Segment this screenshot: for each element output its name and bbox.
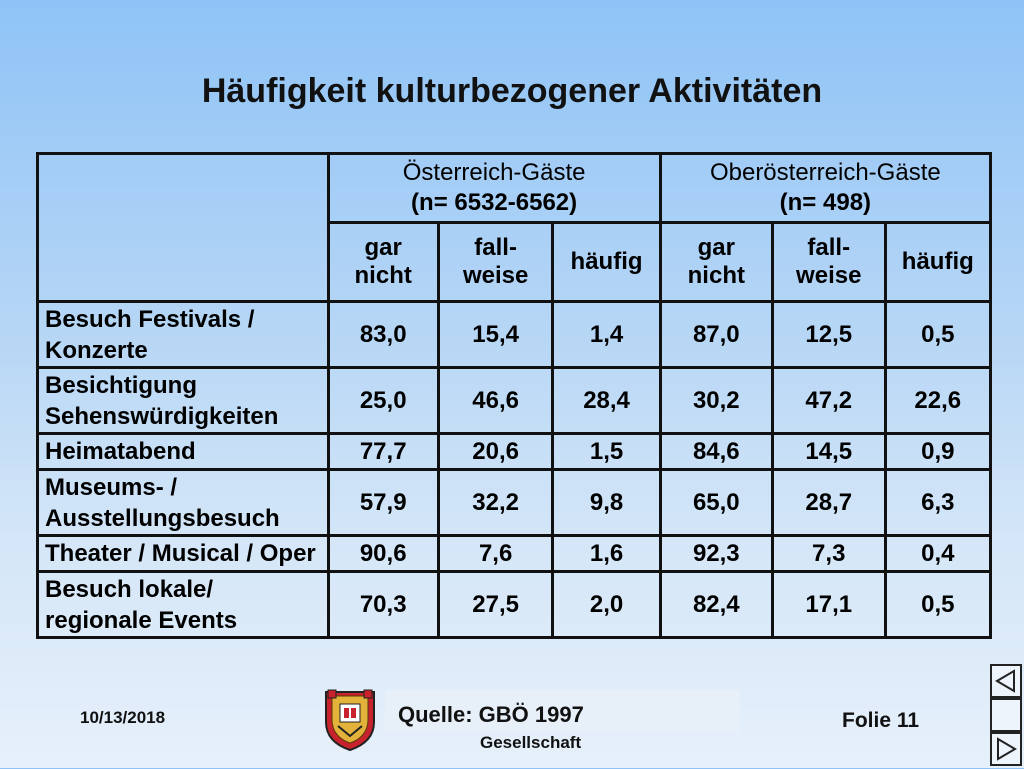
group-sample-size: (n= 498) xyxy=(779,189,872,216)
home-slide-button[interactable] xyxy=(990,698,1022,732)
value-cell: 7,6 xyxy=(438,536,553,572)
value-cell: 12,5 xyxy=(772,302,885,368)
subheader-gar-nicht xyxy=(660,223,772,302)
value-cell: 77,7 xyxy=(328,434,438,470)
row-label xyxy=(38,536,329,572)
slide-number: Folie 11 xyxy=(842,709,920,732)
row-label xyxy=(38,302,329,368)
subheader-gar-nicht xyxy=(328,223,438,302)
value-cell: 28,7 xyxy=(772,470,885,536)
value-cell: 7,3 xyxy=(772,536,885,572)
row-label xyxy=(38,470,329,536)
table-row xyxy=(38,536,991,572)
value-cell: 0,5 xyxy=(885,572,990,638)
subheader-line: gar xyxy=(364,234,402,261)
group-name: Österreich-Gäste xyxy=(402,159,586,186)
group-sample-size: (n= 6532-6562) xyxy=(411,189,578,216)
corner-cell xyxy=(38,154,329,302)
value-cell: 25,0 xyxy=(328,368,438,434)
subheader-haeufig xyxy=(553,223,660,302)
value-cell: 2,0 xyxy=(553,572,660,638)
row-label-line: Konzerte xyxy=(45,336,148,364)
value-cell: 32,2 xyxy=(438,470,553,536)
value-cell: 47,2 xyxy=(772,368,885,434)
subheader-haeufig xyxy=(885,223,990,302)
society-label: Gesellschaft xyxy=(480,733,582,752)
slide-title: Häufigkeit kulturbezogener Aktivitäten xyxy=(201,72,823,110)
value-cell: 0,4 xyxy=(885,536,990,572)
subheader-line: fall- xyxy=(474,234,517,261)
row-label-line: Theater / Musical / Oper xyxy=(45,540,316,567)
value-cell: 9,8 xyxy=(553,470,660,536)
group-name: Oberösterreich-Gäste xyxy=(709,159,941,186)
row-label-line: Sehenswürdigkeiten xyxy=(45,402,279,430)
table-row xyxy=(38,368,991,434)
coat-of-arms-logo xyxy=(322,688,378,752)
value-cell: 83,0 xyxy=(328,302,438,368)
row-label-line: Heimatabend xyxy=(45,438,196,465)
value-cell: 70,3 xyxy=(328,572,438,638)
group-header-row xyxy=(38,154,991,223)
row-label-line: Besuch Festivals / xyxy=(45,305,255,333)
value-cell: 90,6 xyxy=(328,536,438,572)
row-label xyxy=(38,572,329,638)
value-cell: 1,5 xyxy=(553,434,660,470)
subheader-line: fall- xyxy=(807,234,851,261)
table-row xyxy=(38,470,991,536)
activity-frequency-table xyxy=(36,152,992,639)
row-label xyxy=(38,434,329,470)
value-cell: 87,0 xyxy=(660,302,772,368)
value-cell: 22,6 xyxy=(885,368,990,434)
row-label-line: Museums- / xyxy=(45,473,178,501)
value-cell: 0,9 xyxy=(885,434,990,470)
next-slide-button[interactable] xyxy=(990,732,1022,766)
triangle-left-icon xyxy=(992,666,1020,696)
value-cell: 65,0 xyxy=(660,470,772,536)
subheader-line: häufig xyxy=(570,248,643,275)
subheader-line: nicht xyxy=(354,262,412,289)
triangle-right-icon xyxy=(992,734,1020,764)
value-cell: 92,3 xyxy=(660,536,772,572)
value-cell: 84,6 xyxy=(660,434,772,470)
value-cell: 82,4 xyxy=(660,572,772,638)
value-cell: 30,2 xyxy=(660,368,772,434)
value-cell: 28,4 xyxy=(553,368,660,434)
value-cell: 57,9 xyxy=(328,470,438,536)
group-header-upper-austria xyxy=(660,154,990,223)
subheader-line: weise xyxy=(796,262,862,289)
source-label: Quelle: GBÖ 1997 xyxy=(398,702,584,727)
group-header-austria xyxy=(328,154,660,223)
row-label-line: Ausstellungsbesuch xyxy=(45,504,280,532)
subheader-line: nicht xyxy=(687,262,745,289)
value-cell: 27,5 xyxy=(438,572,553,638)
previous-slide-button[interactable] xyxy=(990,664,1022,698)
value-cell: 14,5 xyxy=(772,434,885,470)
row-label-line: Besuch lokale/ xyxy=(45,575,214,603)
table-row xyxy=(38,302,991,368)
value-cell: 1,4 xyxy=(553,302,660,368)
row-label-line: regionale Events xyxy=(45,606,238,634)
subheader-line: gar xyxy=(697,234,735,261)
value-cell: 15,4 xyxy=(438,302,553,368)
table-row xyxy=(38,434,991,470)
subheader-line: häufig xyxy=(901,248,974,275)
value-cell: 1,6 xyxy=(553,536,660,572)
subheader-line: weise xyxy=(462,262,529,289)
value-cell: 46,6 xyxy=(438,368,553,434)
subheader-fallweise xyxy=(438,223,553,302)
row-label-line: Besichtigung xyxy=(45,371,198,399)
value-cell: 0,5 xyxy=(885,302,990,368)
footer-date: 10/13/2018 xyxy=(80,708,166,727)
value-cell: 20,6 xyxy=(438,434,553,470)
value-cell: 6,3 xyxy=(885,470,990,536)
row-label xyxy=(38,368,329,434)
value-cell: 17,1 xyxy=(772,572,885,638)
table-row xyxy=(38,572,991,638)
subheader-fallweise xyxy=(772,223,885,302)
